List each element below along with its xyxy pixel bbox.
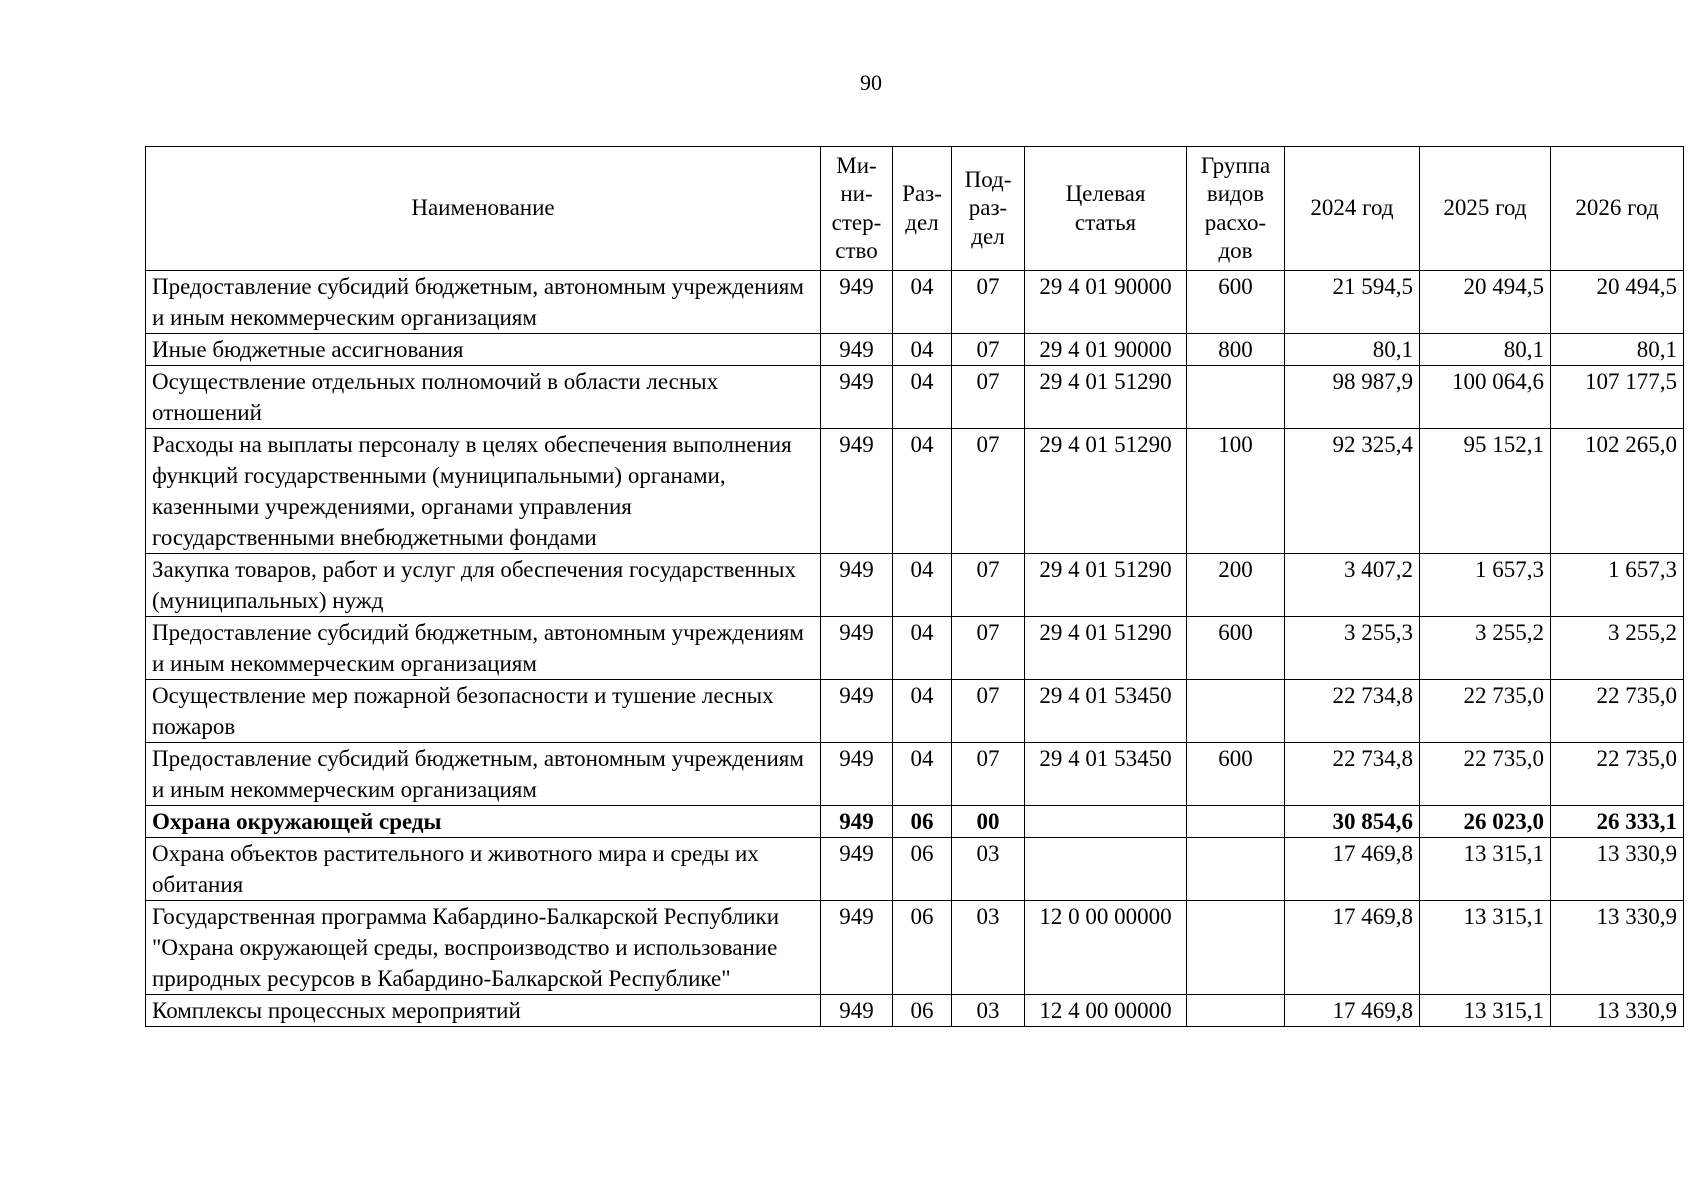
cell-subsection: 03 bbox=[952, 901, 1025, 995]
cell-section: 04 bbox=[893, 366, 952, 429]
cell-subsection: 07 bbox=[952, 271, 1025, 334]
header-subsection bbox=[952, 147, 1025, 271]
cell-2026: 80,1 bbox=[1551, 334, 1684, 366]
cell-subsection: 07 bbox=[952, 680, 1025, 743]
cell-section: 06 bbox=[893, 838, 952, 901]
cell-name: Осуществление отдельных полномочий в области лесных отношений bbox=[146, 366, 821, 429]
cell-target: 12 0 00 00000 bbox=[1025, 901, 1187, 995]
header-subsection-line: дел bbox=[971, 223, 1005, 249]
cell-ministry: 949 bbox=[821, 271, 893, 334]
cell-target: 29 4 01 51290 bbox=[1025, 554, 1187, 617]
table-row bbox=[146, 743, 1684, 806]
cell-ministry: 949 bbox=[821, 995, 893, 1027]
cell-expense-group: 800 bbox=[1187, 334, 1285, 366]
header-subsection-line: Под- bbox=[964, 166, 1012, 192]
header-name: Наименование bbox=[146, 147, 821, 271]
table-row bbox=[146, 901, 1684, 995]
cell-target: 29 4 01 51290 bbox=[1025, 617, 1187, 680]
cell-2024: 80,1 bbox=[1285, 334, 1420, 366]
cell-2025: 13 315,1 bbox=[1420, 838, 1551, 901]
header-ministry bbox=[821, 147, 893, 271]
table-row bbox=[146, 554, 1684, 617]
header-expense-group bbox=[1187, 147, 1285, 271]
cell-2026: 3 255,2 bbox=[1551, 617, 1684, 680]
cell-name: Закупка товаров, работ и услуг для обеспечения государственных (муниципальных) нужд bbox=[146, 554, 821, 617]
cell-section: 06 bbox=[893, 806, 952, 838]
cell-name: Государственная программа Кабардино-Балкарской Республики "Охрана окружающей среды, воспроизводство и использование природных ресурсов в Кабардино-Балкарской Республике" bbox=[146, 901, 821, 995]
cell-ministry: 949 bbox=[821, 838, 893, 901]
table-row bbox=[146, 271, 1684, 334]
cell-target bbox=[1025, 806, 1187, 838]
cell-ministry: 949 bbox=[821, 429, 893, 554]
cell-2025: 26 023,0 bbox=[1420, 806, 1551, 838]
cell-name: Комплексы процессных мероприятий bbox=[146, 995, 821, 1027]
cell-ministry: 949 bbox=[821, 806, 893, 838]
cell-expense-group bbox=[1187, 901, 1285, 995]
cell-2025: 3 255,2 bbox=[1420, 617, 1551, 680]
cell-expense-group bbox=[1187, 995, 1285, 1027]
cell-2024: 17 469,8 bbox=[1285, 901, 1420, 995]
cell-name: Иные бюджетные ассигнования bbox=[146, 334, 821, 366]
cell-ministry: 949 bbox=[821, 334, 893, 366]
cell-name: Предоставление субсидий бюджетным, автономным учреждениям и иным некоммерческим организациям bbox=[146, 617, 821, 680]
cell-2026: 13 330,9 bbox=[1551, 995, 1684, 1027]
cell-expense-group bbox=[1187, 680, 1285, 743]
cell-expense-group bbox=[1187, 366, 1285, 429]
cell-section: 06 bbox=[893, 901, 952, 995]
cell-ministry: 949 bbox=[821, 743, 893, 806]
header-ministry-line: стер- bbox=[831, 209, 882, 235]
cell-target bbox=[1025, 838, 1187, 901]
budget-table bbox=[145, 146, 1684, 1027]
cell-2024: 21 594,5 bbox=[1285, 271, 1420, 334]
cell-2024: 3 255,3 bbox=[1285, 617, 1420, 680]
cell-name: Предоставление субсидий бюджетным, автономным учреждениям и иным некоммерческим организациям bbox=[146, 743, 821, 806]
cell-target: 29 4 01 90000 bbox=[1025, 334, 1187, 366]
cell-section: 04 bbox=[893, 680, 952, 743]
cell-2024: 17 469,8 bbox=[1285, 838, 1420, 901]
table-row bbox=[146, 366, 1684, 429]
cell-target: 29 4 01 51290 bbox=[1025, 429, 1187, 554]
header-2026: 2026 год bbox=[1551, 147, 1684, 271]
cell-2026: 13 330,9 bbox=[1551, 838, 1684, 901]
cell-2024: 22 734,8 bbox=[1285, 680, 1420, 743]
cell-target: 29 4 01 51290 bbox=[1025, 366, 1187, 429]
cell-name: Охрана окружающей среды bbox=[146, 806, 821, 838]
cell-subsection: 03 bbox=[952, 838, 1025, 901]
table-row bbox=[146, 429, 1684, 554]
cell-2025: 80,1 bbox=[1420, 334, 1551, 366]
cell-expense-group bbox=[1187, 838, 1285, 901]
cell-subsection: 00 bbox=[952, 806, 1025, 838]
cell-name: Осуществление мер пожарной безопасности и тушение лесных пожаров bbox=[146, 680, 821, 743]
header-2025: 2025 год bbox=[1420, 147, 1551, 271]
cell-subsection: 07 bbox=[952, 429, 1025, 554]
header-section-line: Раз- bbox=[902, 181, 942, 206]
cell-expense-group: 600 bbox=[1187, 743, 1285, 806]
cell-2024: 17 469,8 bbox=[1285, 995, 1420, 1027]
header-expense-group-line: Группа bbox=[1200, 152, 1271, 178]
cell-section: 04 bbox=[893, 617, 952, 680]
cell-expense-group: 600 bbox=[1187, 617, 1285, 680]
cell-2026: 107 177,5 bbox=[1551, 366, 1684, 429]
cell-section: 04 bbox=[893, 743, 952, 806]
cell-2024: 92 325,4 bbox=[1285, 429, 1420, 554]
cell-ministry: 949 bbox=[821, 366, 893, 429]
cell-subsection: 07 bbox=[952, 334, 1025, 366]
cell-2026: 22 735,0 bbox=[1551, 743, 1684, 806]
cell-name: Расходы на выплаты персоналу в целях обеспечения выполнения функций государственными (муниципальными) органами, казенными учреждениями, органами управления государственными внебюджетными фондами bbox=[146, 429, 821, 554]
cell-section: 04 bbox=[893, 429, 952, 554]
cell-2025: 22 735,0 bbox=[1420, 743, 1551, 806]
header-target-line: Целевая bbox=[1065, 181, 1146, 206]
cell-2025: 13 315,1 bbox=[1420, 995, 1551, 1027]
cell-name: Предоставление субсидий бюджетным, автономным учреждениям и иным некоммерческим организациям bbox=[146, 271, 821, 334]
cell-subsection: 07 bbox=[952, 617, 1025, 680]
cell-2024: 3 407,2 bbox=[1285, 554, 1420, 617]
cell-ministry: 949 bbox=[821, 901, 893, 995]
cell-2025: 20 494,5 bbox=[1420, 271, 1551, 334]
table-row bbox=[146, 680, 1684, 743]
cell-2026: 22 735,0 bbox=[1551, 680, 1684, 743]
cell-name: Охрана объектов растительного и животного мира и среды их обитания bbox=[146, 838, 821, 901]
header-subsection-line: раз- bbox=[968, 195, 1008, 221]
cell-2024: 22 734,8 bbox=[1285, 743, 1420, 806]
cell-ministry: 949 bbox=[821, 617, 893, 680]
cell-2025: 95 152,1 bbox=[1420, 429, 1551, 554]
header-section-line: дел bbox=[905, 209, 939, 235]
cell-2026: 13 330,9 bbox=[1551, 901, 1684, 995]
header-target-line: статья bbox=[1074, 209, 1137, 235]
table-row bbox=[146, 995, 1684, 1027]
header-row bbox=[146, 147, 1684, 271]
header-section bbox=[893, 147, 952, 271]
cell-ministry: 949 bbox=[821, 554, 893, 617]
cell-2025: 22 735,0 bbox=[1420, 680, 1551, 743]
header-ministry-line: ни- bbox=[840, 181, 873, 206]
cell-2024: 98 987,9 bbox=[1285, 366, 1420, 429]
cell-section: 06 bbox=[893, 995, 952, 1027]
cell-subsection: 07 bbox=[952, 743, 1025, 806]
cell-ministry: 949 bbox=[821, 680, 893, 743]
cell-2024: 30 854,6 bbox=[1285, 806, 1420, 838]
cell-subsection: 07 bbox=[952, 554, 1025, 617]
cell-section: 04 bbox=[893, 271, 952, 334]
cell-expense-group bbox=[1187, 806, 1285, 838]
header-expense-group-line: видов bbox=[1206, 181, 1265, 206]
cell-target: 29 4 01 90000 bbox=[1025, 271, 1187, 334]
table-row bbox=[146, 838, 1684, 901]
cell-target: 29 4 01 53450 bbox=[1025, 743, 1187, 806]
cell-section: 04 bbox=[893, 554, 952, 617]
cell-2026: 102 265,0 bbox=[1551, 429, 1684, 554]
table-row bbox=[146, 806, 1684, 838]
cell-subsection: 07 bbox=[952, 366, 1025, 429]
cell-subsection: 03 bbox=[952, 995, 1025, 1027]
cell-section: 04 bbox=[893, 334, 952, 366]
header-target bbox=[1025, 147, 1187, 271]
header-2024: 2024 год bbox=[1285, 147, 1420, 271]
cell-2026: 20 494,5 bbox=[1551, 271, 1684, 334]
table-row bbox=[146, 334, 1684, 366]
cell-2025: 13 315,1 bbox=[1420, 901, 1551, 995]
header-ministry-line: Ми- bbox=[836, 152, 877, 178]
cell-2025: 100 064,6 bbox=[1420, 366, 1551, 429]
cell-expense-group: 100 bbox=[1187, 429, 1285, 554]
cell-expense-group: 200 bbox=[1187, 554, 1285, 617]
cell-2025: 1 657,3 bbox=[1420, 554, 1551, 617]
header-expense-group-line: дов bbox=[1218, 238, 1253, 263]
header-expense-group-line: расхо- bbox=[1204, 209, 1267, 235]
cell-2026: 1 657,3 bbox=[1551, 554, 1684, 617]
cell-expense-group: 600 bbox=[1187, 271, 1285, 334]
page-number: 90 bbox=[860, 70, 882, 95]
header-ministry-line: ство bbox=[835, 238, 878, 263]
cell-target: 12 4 00 00000 bbox=[1025, 995, 1187, 1027]
table-row bbox=[146, 617, 1684, 680]
cell-target: 29 4 01 53450 bbox=[1025, 680, 1187, 743]
cell-2026: 26 333,1 bbox=[1551, 806, 1684, 838]
